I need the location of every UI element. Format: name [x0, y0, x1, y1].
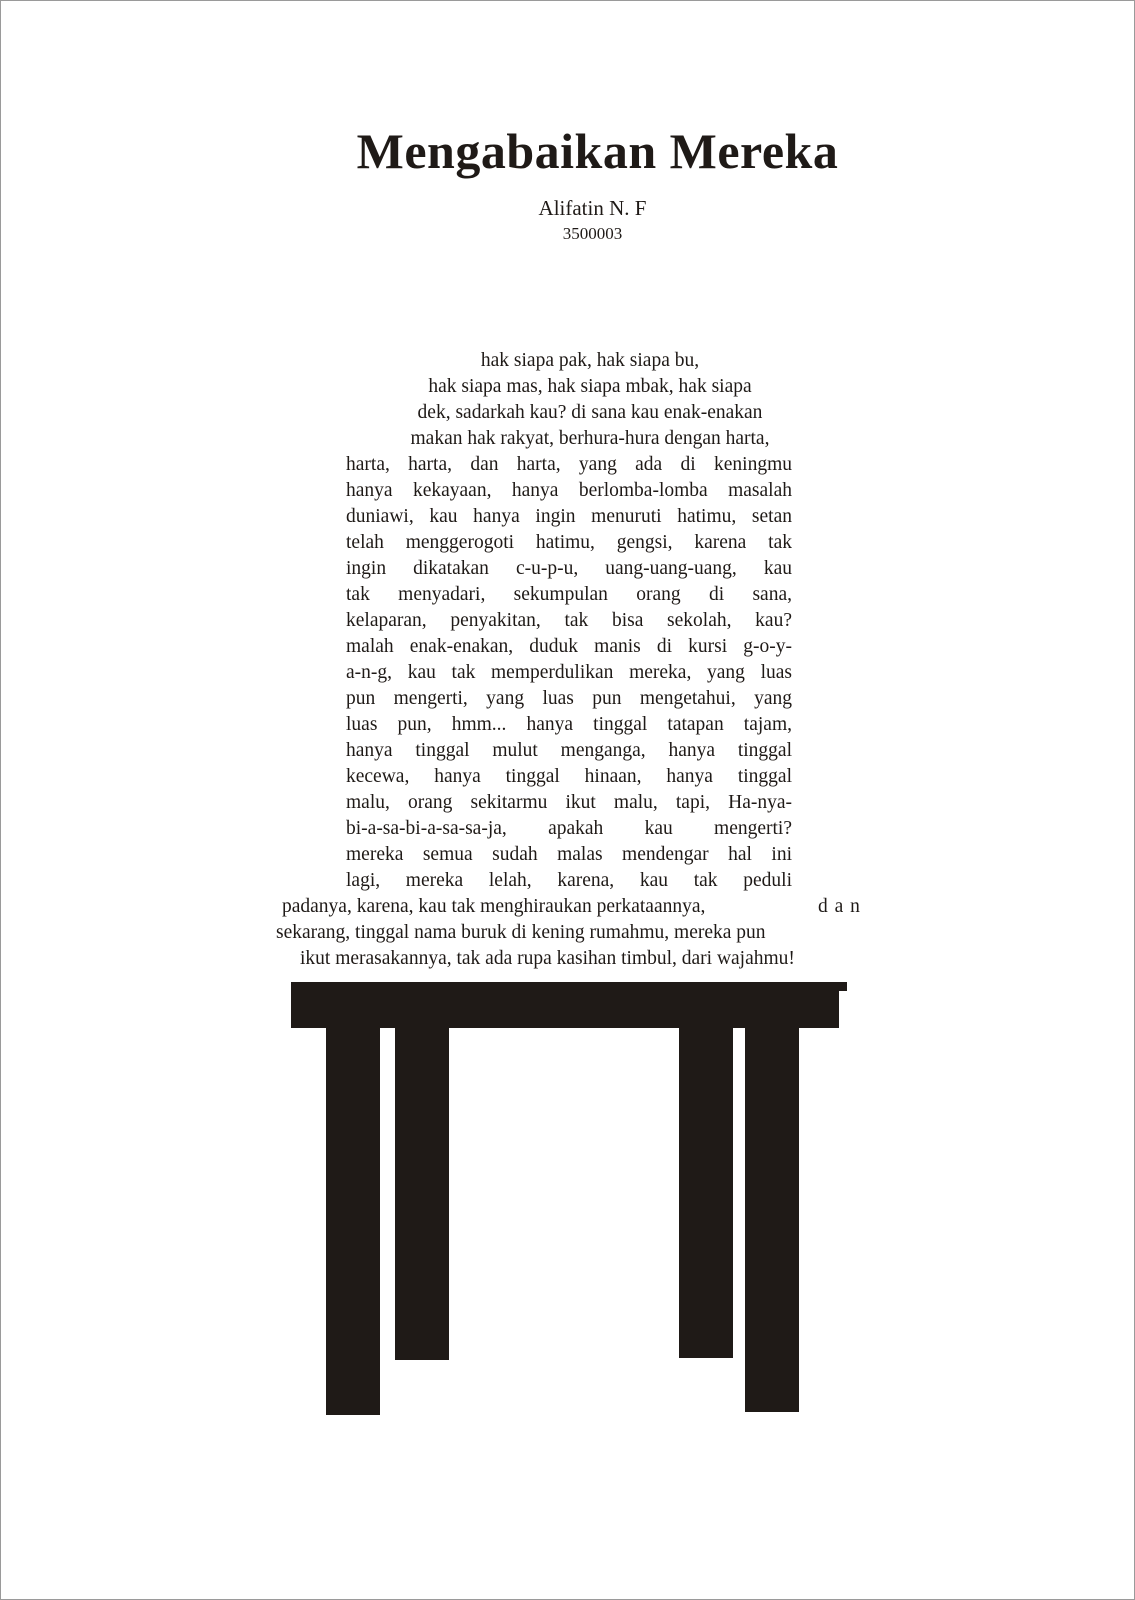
poem-line: harta, harta, dan harta, yang ada di keningmu [346, 454, 792, 475]
poem-line: malah enak-enakan, duduk manis di kursi g-o-y- [346, 636, 792, 657]
poem-line: a-n-g, kau tak memperdulikan mereka, yang luas [346, 662, 792, 683]
poem-line: mereka semua sudah malas mendengar hal ini [346, 844, 792, 865]
poem-line: tak menyadari, sekumpulan orang di sana, [346, 584, 792, 605]
table-leg-back-right [679, 1026, 733, 1358]
poem-line: kecewa, hanya tinggal hinaan, hanya tinggal [346, 766, 792, 787]
poem-line: ikut merasakannya, tak ada rupa kasihan timbul, dari wajahmu! [300, 948, 795, 969]
poem-line: sekarang, tinggal nama buruk di kening rumahmu, mereka pun [276, 922, 766, 943]
author-name: Alifatin N. F [538, 196, 647, 220]
poem-line: padanya, karena, kau tak menghiraukan perkataannya, [282, 896, 706, 917]
poem-line: hanya kekayaan, hanya berlomba-lomba masalah [346, 480, 792, 501]
poem-line: luas pun, hmm... hanya tinggal tatapan tajam, [346, 714, 792, 735]
poem-line: ingin dikatakan c-u-p-u, uang-uang-uang, kau [346, 558, 792, 579]
poem-line: duniawi, kau hanya ingin menuruti hatimu, setan [346, 506, 792, 527]
table-top-lip [835, 982, 847, 991]
poem-line: hanya tinggal mulut menganga, hanya tinggal [346, 740, 792, 761]
poem-line: malu, orang sekitarmu ikut malu, tapi, Ha-nya- [346, 792, 792, 813]
student-id: 3500003 [562, 224, 623, 243]
table-leg-back-left [395, 1026, 449, 1360]
table-leg-front-right [745, 1026, 799, 1412]
poem-line: d a n [818, 896, 861, 917]
table-leg-front-left [326, 1026, 380, 1415]
poem-line: hak siapa pak, hak siapa bu, [480, 350, 700, 371]
table-top [291, 982, 839, 1028]
poem-line: hak siapa mas, hak siapa mbak, hak siapa [428, 376, 752, 397]
poem-line: dek, sadarkah kau? di sana kau enak-enakan [417, 402, 763, 423]
poem-line: telah menggerogoti hatimu, gengsi, karena tak [346, 532, 792, 553]
poem-line: bi-a-sa-bi-a-sa-sa-ja, apakah kau mengerti? [346, 818, 792, 839]
poem-line: kelaparan, penyakitan, tak bisa sekolah, kau? [346, 610, 792, 631]
poem-title: Mengabaikan Mereka [356, 123, 839, 179]
poem-line: lagi, mereka lelah, karena, kau tak peduli [346, 870, 792, 891]
poem-line: makan hak rakyat, berhura-hura dengan harta, [410, 428, 770, 449]
poem-line: pun mengerti, yang luas pun mengetahui, yang [346, 688, 792, 709]
